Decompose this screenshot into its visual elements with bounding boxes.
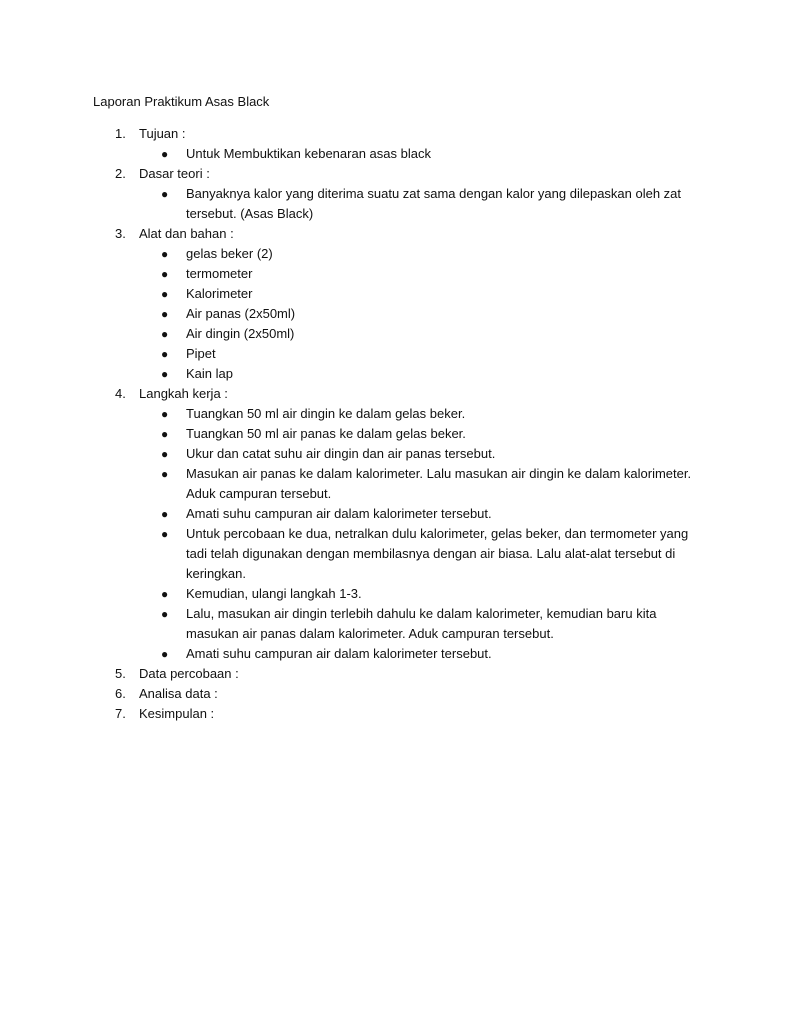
section-label: Tujuan :: [139, 126, 186, 141]
section-number: 6.: [115, 686, 126, 701]
bullet-item: [161, 404, 703, 424]
bullet-text: Untuk percobaan ke dua, netralkan dulu kalorimeter, gelas beker, dan termometer yang tadi telah digunakan dengan membilasnya dengan air biasa. Lalu alat-alat tersebut di keringkan.: [186, 526, 689, 581]
section-list: [93, 124, 703, 724]
section-item: [93, 164, 703, 224]
bullet-icon: ●: [161, 327, 169, 341]
section-label: Data percobaan :: [139, 666, 239, 681]
bullet-icon: ●: [161, 267, 169, 281]
bullet-text: Amati suhu campuran air dalam kalorimeter tersebut.: [186, 506, 492, 521]
section-label: Kesimpulan :: [139, 706, 215, 721]
bullet-icon: ●: [161, 507, 169, 521]
bullet-icon: ●: [161, 527, 169, 541]
section-item: [93, 124, 703, 164]
bullet-icon: ●: [161, 427, 169, 441]
bullet-text: Ukur dan catat suhu air dingin dan air panas tersebut.: [186, 446, 496, 461]
bullet-list: [139, 244, 703, 384]
bullet-icon: ●: [161, 647, 169, 661]
bullet-item: [161, 504, 703, 524]
bullet-text: Air panas (2x50ml): [186, 306, 296, 321]
bullet-list: [139, 404, 703, 664]
section-number: 3.: [115, 226, 126, 241]
bullet-item: [161, 324, 703, 344]
bullet-item: [161, 424, 703, 444]
section-label: Dasar teori :: [139, 166, 210, 181]
bullet-icon: ●: [161, 587, 169, 601]
bullet-text: Tuangkan 50 ml air panas ke dalam gelas beker.: [186, 426, 466, 441]
section-item: [93, 224, 703, 384]
section-item: [93, 664, 703, 684]
bullet-icon: ●: [161, 247, 169, 261]
bullet-text: Lalu, masukan air dingin terlebih dahulu ke dalam kalorimeter, kemudian baru kita masukan air panas dalam kalorimeter. Aduk campuran tersebut.: [186, 606, 657, 641]
bullet-item: [161, 464, 703, 504]
section-item: [93, 384, 703, 664]
section-label: Analisa data :: [139, 686, 218, 701]
section-number: 5.: [115, 666, 126, 681]
bullet-text: Kemudian, ulangi langkah 1-3.: [186, 586, 362, 601]
bullet-item: [161, 604, 703, 644]
bullet-item: [161, 284, 703, 304]
bullet-text: Kain lap: [186, 366, 233, 381]
bullet-text: Kalorimeter: [186, 286, 253, 301]
bullet-item: [161, 184, 703, 224]
bullet-text: Banyaknya kalor yang diterima suatu zat sama dengan kalor yang dilepaskan oleh zat tersebut. (Asas Black): [186, 186, 682, 221]
section-label: Alat dan bahan :: [139, 226, 234, 241]
bullet-icon: ●: [161, 367, 169, 381]
section-label: Langkah kerja :: [139, 386, 228, 401]
bullet-text: Masukan air panas ke dalam kalorimeter. Lalu masukan air dingin ke dalam kalorimeter. Aduk campuran tersebut.: [186, 466, 692, 501]
bullet-item: [161, 264, 703, 284]
bullet-icon: ●: [161, 447, 169, 461]
bullet-item: [161, 444, 703, 464]
bullet-item: [161, 144, 703, 164]
bullet-text: gelas beker (2): [186, 246, 273, 261]
section-number: 4.: [115, 386, 126, 401]
bullet-item: [161, 304, 703, 324]
bullet-item: [161, 644, 703, 664]
section-number: 7.: [115, 706, 126, 721]
section-item: [93, 704, 703, 724]
bullet-icon: ●: [161, 187, 169, 201]
bullet-icon: ●: [161, 407, 169, 421]
bullet-text: termometer: [186, 266, 253, 281]
bullet-item: [161, 584, 703, 604]
bullet-icon: ●: [161, 287, 169, 301]
bullet-icon: ●: [161, 467, 169, 481]
section-number: 1.: [115, 126, 126, 141]
bullet-list: [139, 184, 703, 224]
section-item: [93, 684, 703, 704]
bullet-icon: ●: [161, 307, 169, 321]
bullet-text: Pipet: [186, 346, 216, 361]
bullet-item: [161, 344, 703, 364]
bullet-item: [161, 524, 703, 584]
bullet-list: [139, 144, 703, 164]
bullet-text: Air dingin (2x50ml): [186, 326, 295, 341]
bullet-icon: ●: [161, 147, 169, 161]
bullet-text: Tuangkan 50 ml air dingin ke dalam gelas beker.: [186, 406, 466, 421]
bullet-text: Untuk Membuktikan kebenaran asas black: [186, 146, 431, 161]
bullet-item: [161, 244, 703, 264]
section-number: 2.: [115, 166, 126, 181]
bullet-icon: ●: [161, 347, 169, 361]
document-title: Laporan Praktikum Asas Black: [93, 94, 270, 109]
bullet-item: [161, 364, 703, 384]
bullet-icon: ●: [161, 607, 169, 621]
bullet-text: Amati suhu campuran air dalam kalorimeter tersebut.: [186, 646, 492, 661]
